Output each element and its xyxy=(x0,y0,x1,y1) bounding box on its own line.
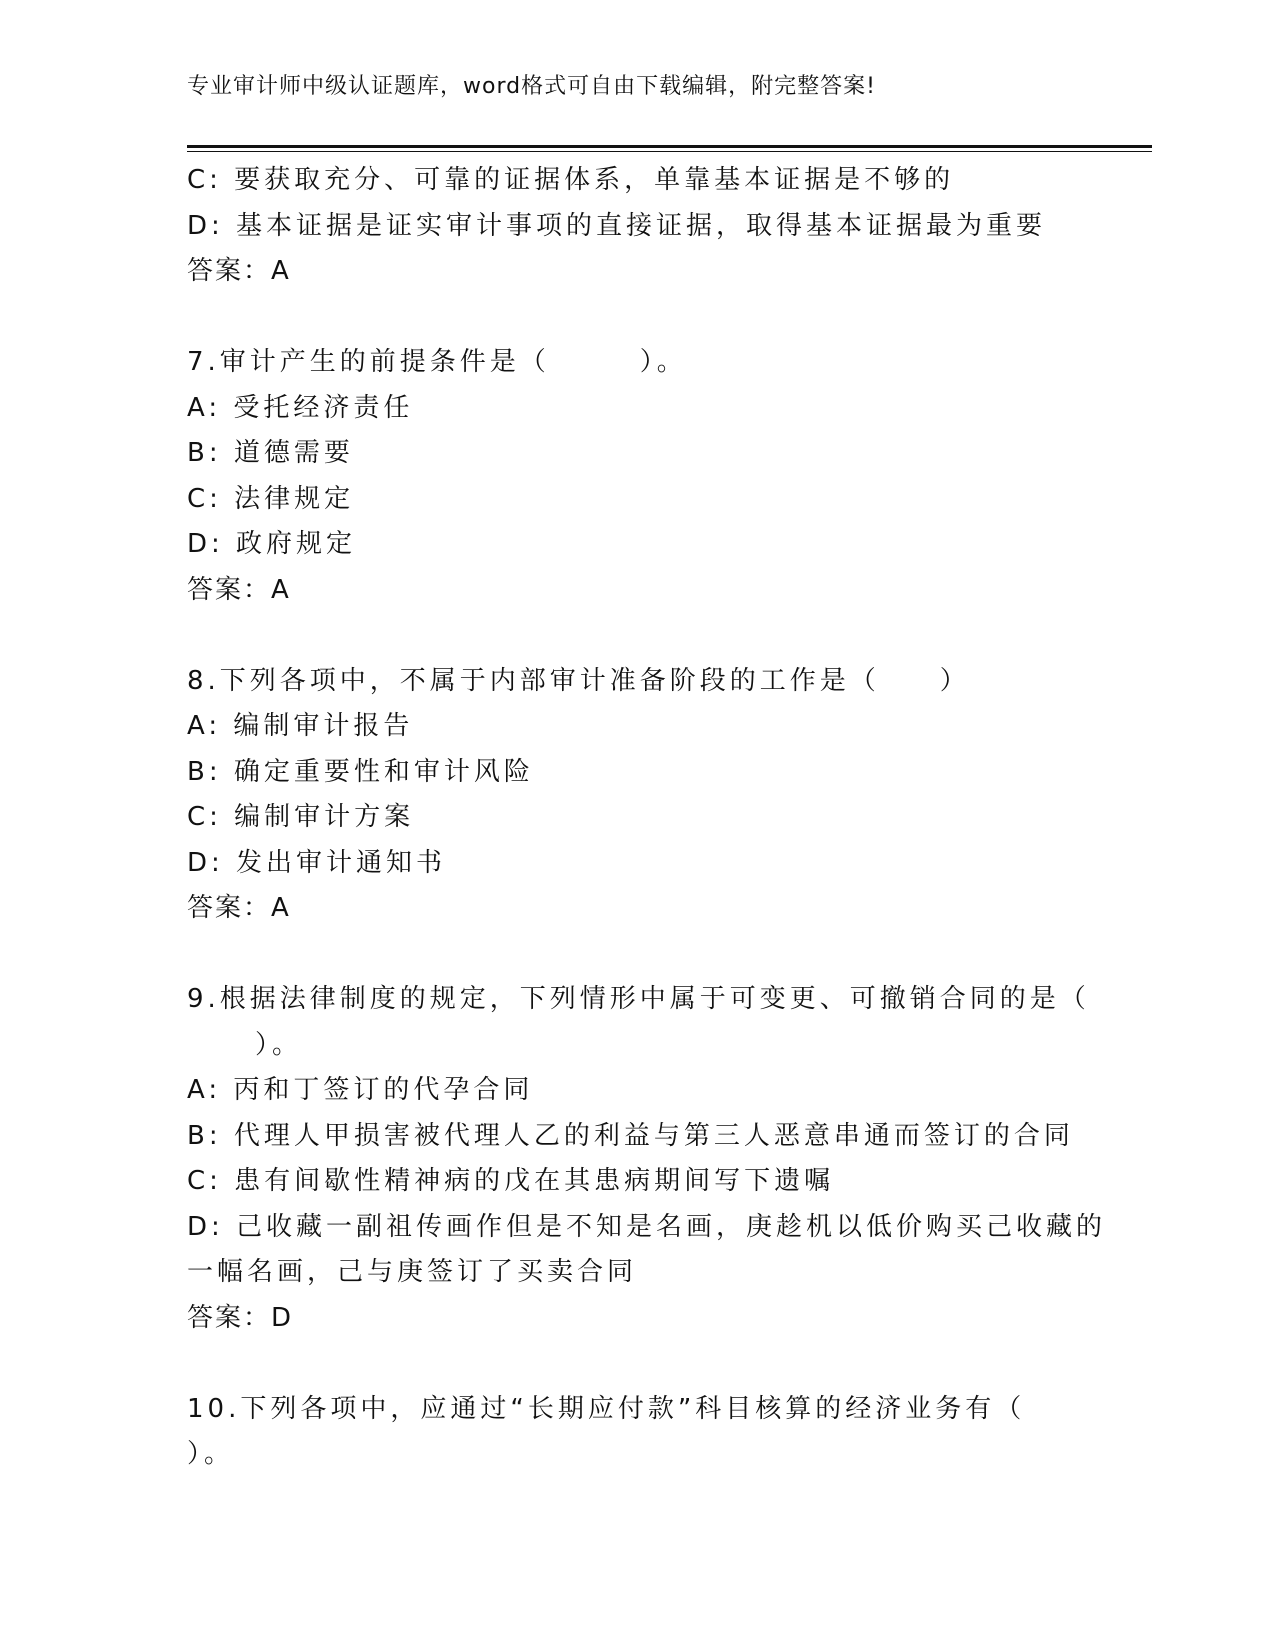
question-10-stem-continued: ）。 xyxy=(187,1439,235,1469)
spacer xyxy=(187,932,1087,978)
spacer xyxy=(187,1341,1087,1387)
header-divider-thin xyxy=(187,151,1152,152)
question-7-option-b: B: 道德需要 xyxy=(187,438,354,468)
question-9-option-d: D: 己收藏一副祖传画作但是不知是名画，庚趁机以低价购买己收藏的 xyxy=(187,1211,1107,1242)
question-8-option-b: B: 确定重要性和审计风险 xyxy=(187,756,534,787)
question-9-option-b: B: 代理人甲损害被代理人乙的利益与第三人恶意串通而签订的合同 xyxy=(187,1120,1074,1151)
question-9-option-c: C: 患有间歇性精神病的戊在其患病期间写下遗嘱 xyxy=(187,1166,835,1196)
question-7-answer: 答案：A xyxy=(187,574,291,605)
question-7-option-d: D: 政府规定 xyxy=(187,529,357,559)
question-content xyxy=(187,158,1107,1478)
answer-line: 答案：A xyxy=(187,256,291,286)
question-7-option-a: A: 受托经济责任 xyxy=(187,392,414,423)
question-10-stem: 10.下列各项中，应通过“长期应付款”科目核算的经济业务有（ xyxy=(187,1393,1026,1424)
spacer xyxy=(187,613,1087,659)
option-d: D: 基本证据是证实审计事项的直接证据，取得基本证据最为重要 xyxy=(187,210,1047,241)
question-8-stem: 8.下列各项中，不属于内部审计准备阶段的工作是（ ） xyxy=(187,665,970,696)
question-9-stem: 9.根据法律制度的规定，下列情形中属于可变更、可撤销合同的是（ xyxy=(187,984,1090,1014)
question-8-answer: 答案：A xyxy=(187,893,291,923)
document-header: 专业审计师中级认证题库，word格式可自由下载编辑，附完整答案! xyxy=(187,74,876,99)
question-8-option-a: A: 编制审计报告 xyxy=(187,711,414,741)
question-9-answer: 答案：D xyxy=(187,1302,294,1333)
question-9-option-d-continued: 一幅名画，己与庚签订了买卖合同 xyxy=(187,1257,638,1287)
question-9-stem-continued: ）。 xyxy=(255,1029,303,1060)
question-7-option-c: C: 法律规定 xyxy=(187,483,355,514)
question-7-stem: 7.审计产生的前提条件是（ ）。 xyxy=(187,347,687,377)
question-8-option-d: D: 发出审计通知书 xyxy=(187,847,447,878)
question-9-option-a: A: 丙和丁签订的代孕合同 xyxy=(187,1075,534,1105)
spacer xyxy=(187,295,1087,341)
option-c: C: 要获取充分、可靠的证据体系，单靠基本证据是不够的 xyxy=(187,165,955,195)
header-divider-thick xyxy=(187,145,1152,148)
question-8-option-c: C: 编制审计方案 xyxy=(187,802,415,832)
